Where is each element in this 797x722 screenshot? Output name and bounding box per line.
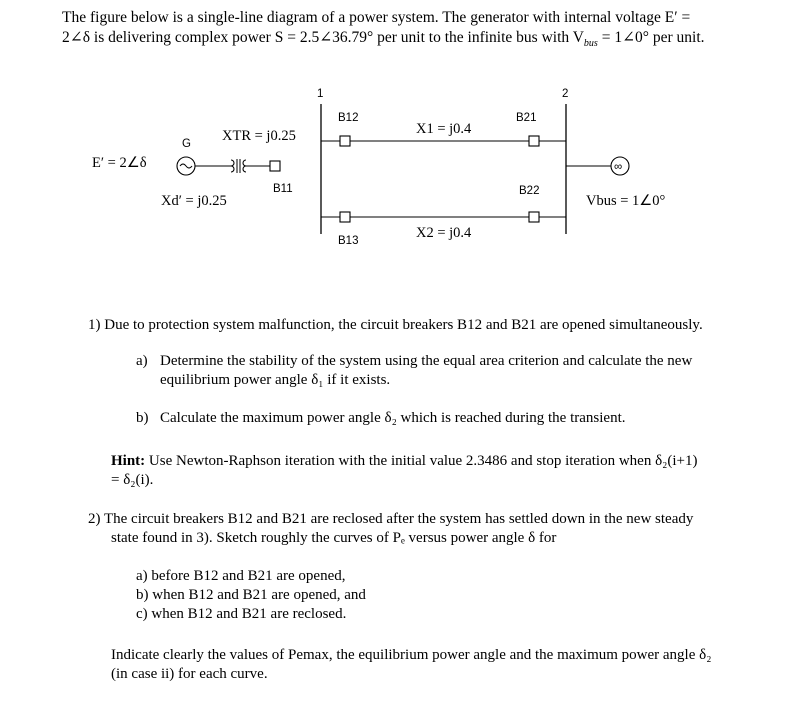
list-item: b) when B12 and B21 are opened, and bbox=[136, 587, 366, 603]
generator-sine-icon bbox=[180, 164, 192, 168]
node-1-label: 1 bbox=[317, 88, 324, 100]
transformer-reactance-label: XTR = j0.25 bbox=[222, 128, 296, 144]
generator-letter: G bbox=[182, 138, 191, 150]
generator-voltage-label: E′ = 2∠δ bbox=[92, 155, 147, 171]
question-1 bbox=[88, 316, 788, 335]
final-instruction bbox=[111, 646, 787, 684]
breaker-b22-label: B22 bbox=[519, 185, 540, 197]
question-2-list bbox=[136, 567, 366, 624]
infinite-bus-voltage-label: Vbus = 1∠0° bbox=[586, 193, 666, 209]
breaker-b12 bbox=[340, 136, 350, 146]
question-1a bbox=[136, 352, 788, 390]
intro-line-2: 2∠δ is delivering complex power S = 2.5∠36.79° per unit to the infinite bus with $V_{bus}$ = 1∠0° per unit. bbox=[62, 29, 705, 50]
hint-line-1: Use Newton-Raphson iteration with the initial value 2.3486 and stop iteration when δ₂(i+1) bbox=[145, 453, 698, 469]
list-item: a) before B12 and B21 are opened, bbox=[136, 568, 346, 584]
question-2-line-2: state found in 3). Sketch roughly the curves of Pₑ versus power angle δ for bbox=[111, 530, 557, 546]
breaker-b21-label: B21 bbox=[516, 112, 537, 124]
question-2 bbox=[88, 510, 788, 548]
generator-reactance-label: Xd′ = j0.25 bbox=[161, 193, 227, 209]
question-1a-label: a) bbox=[136, 353, 148, 369]
question-1b-text: Calculate the maximum power angle δ₂ which is reached during the transient. bbox=[160, 410, 626, 426]
question-1-number: 1) bbox=[88, 317, 101, 333]
question-1a-line-1: Determine the stability of the system using the equal area criterion and calculate the new bbox=[160, 353, 693, 369]
question-1-text: Due to protection system malfunction, the circuit breakers B12 and B21 are opened simultaneously. bbox=[104, 317, 703, 333]
hint-label: Hint: bbox=[111, 453, 146, 469]
breaker-b13 bbox=[340, 212, 350, 222]
question-1b bbox=[136, 409, 788, 428]
final-line-2: (in case ii) for each curve. bbox=[111, 666, 268, 682]
breaker-b13-label: B13 bbox=[338, 235, 359, 247]
question-1a-line-2: equilibrium power angle δ₁ if it exists. bbox=[160, 372, 391, 388]
problem-intro bbox=[62, 8, 782, 54]
question-1b-label: b) bbox=[136, 410, 149, 426]
breaker-b22 bbox=[529, 212, 539, 222]
breaker-b11 bbox=[270, 161, 280, 171]
intro-bus-subscript: bus bbox=[583, 38, 598, 50]
hint-line-2: = δ₂(i). bbox=[111, 472, 154, 488]
line-1-reactance-label: X1 = j0.4 bbox=[416, 121, 472, 137]
transformer-icon bbox=[231, 160, 234, 172]
question-2-line-1: The circuit breakers B12 and B21 are reclosed after the system has settled down in the new steady bbox=[103, 511, 694, 527]
breaker-b11-label: B11 bbox=[273, 183, 293, 195]
line-2-reactance-label: X2 = j0.4 bbox=[416, 225, 472, 241]
node-2-label: 2 bbox=[562, 88, 569, 100]
breaker-b12-label: B12 bbox=[338, 112, 359, 124]
question-2-number: 2) bbox=[88, 511, 101, 527]
single-line-diagram bbox=[88, 84, 688, 264]
final-line-1: Indicate clearly the values of Pemax, the equilibrium power angle and the maximum power angle δ₂ bbox=[111, 647, 712, 663]
breaker-b21 bbox=[529, 136, 539, 146]
infinite-symbol: ∞ bbox=[614, 161, 623, 173]
list-item: c) when B12 and B21 are reclosed. bbox=[136, 606, 347, 622]
intro-line-1: The figure below is a single-line diagram of a power system. The generator with internal voltage E′ = bbox=[62, 9, 691, 26]
hint bbox=[111, 452, 787, 490]
